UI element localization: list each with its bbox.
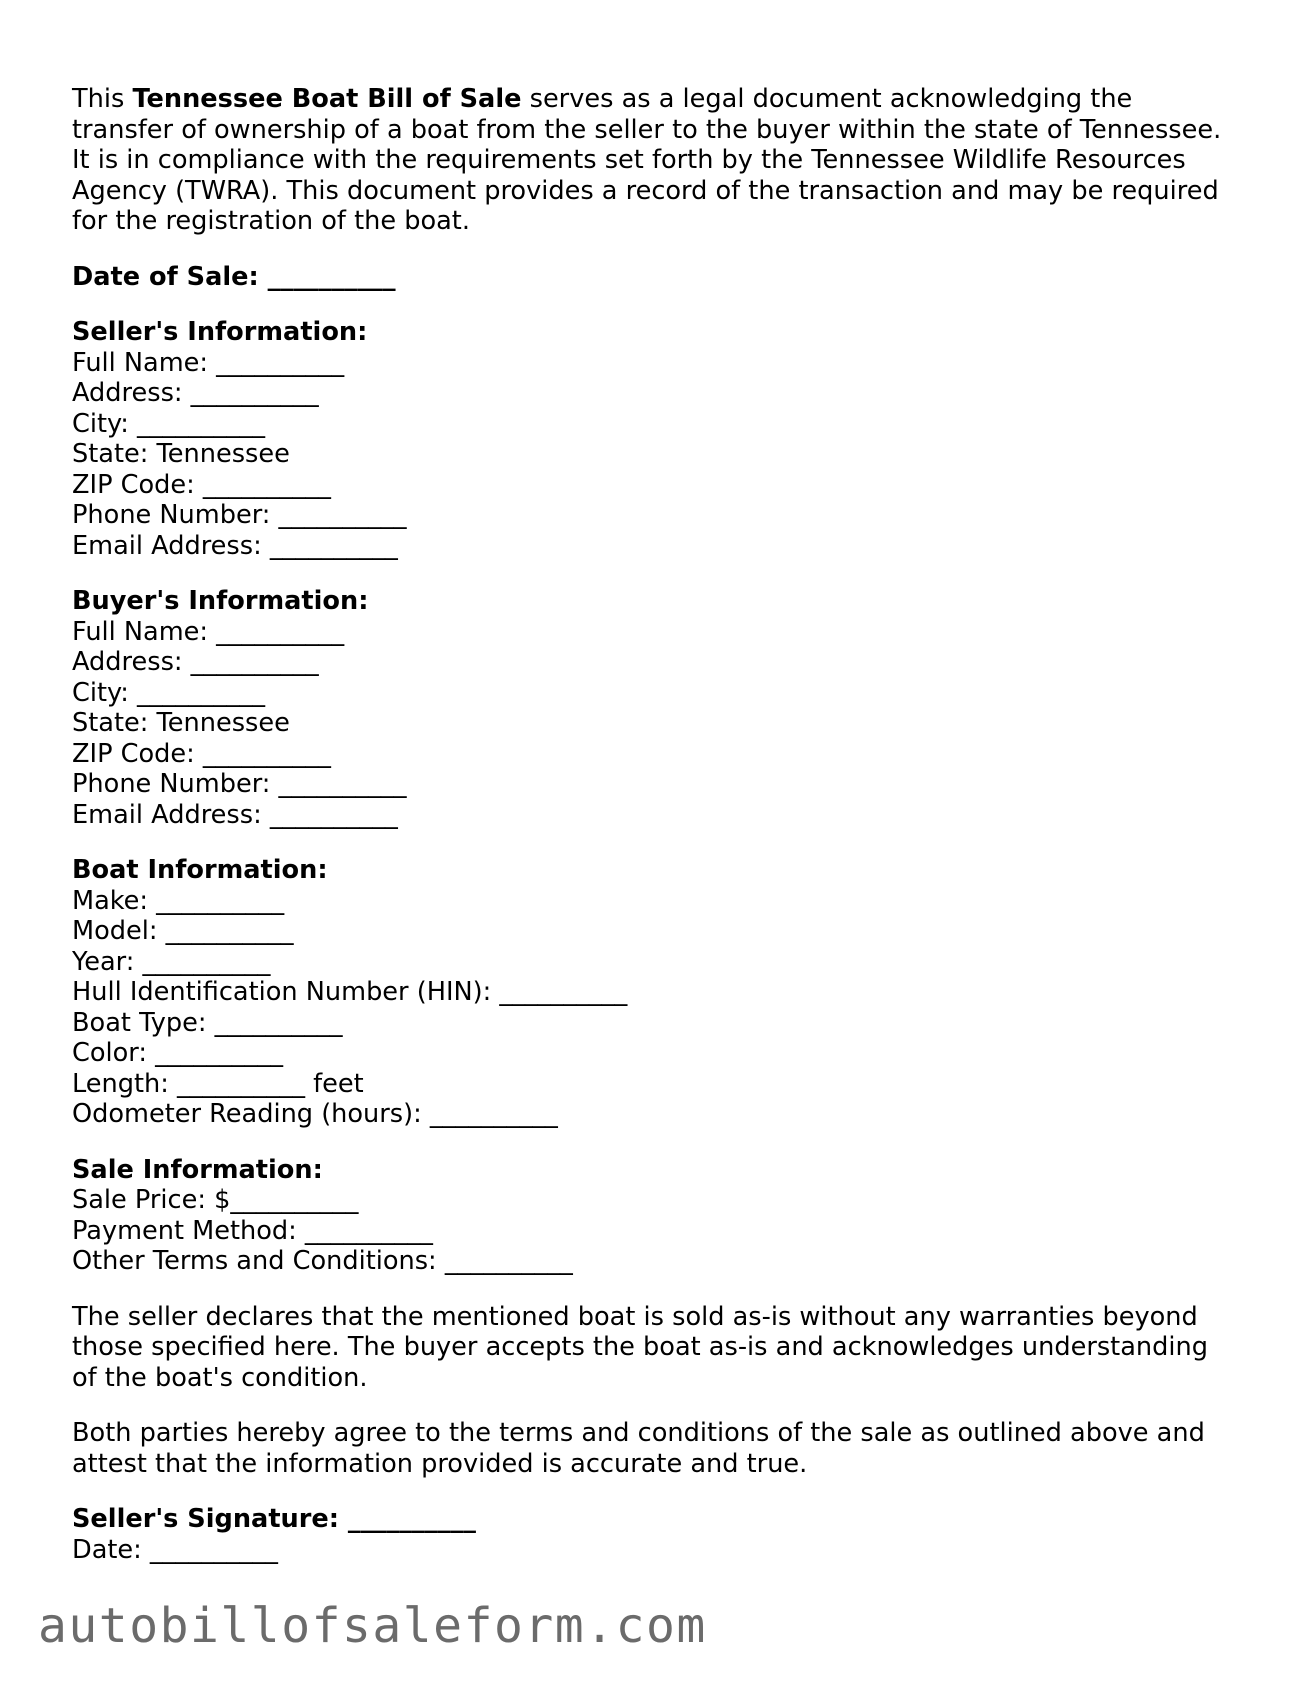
document-title: Tennessee Boat Bill of Sale <box>132 84 522 114</box>
boat-color-field[interactable]: Color: __________ <box>72 1038 284 1068</box>
intro-paragraph <box>72 84 1232 237</box>
boat-odometer-field[interactable]: Odometer Reading (hours): __________ <box>72 1099 558 1129</box>
agreement-paragraph: Both parties hereby agree to the terms and conditions of the sale as outlined above and attest that the information provided is accurate and true. <box>72 1418 1205 1479</box>
document-body <box>72 84 1232 1565</box>
seller-full-name-field[interactable]: Full Name: __________ <box>72 347 345 378</box>
boat-model-field[interactable]: Model: __________ <box>72 916 294 946</box>
seller-zip-field[interactable]: ZIP Code: __________ <box>72 469 331 500</box>
boat-hin-field[interactable]: Hull Identification Number (HIN): __________ <box>72 977 628 1007</box>
watermark-text: autobillofsaleform.com <box>38 1598 707 1654</box>
boat-type-field[interactable]: Boat Type: __________ <box>72 1007 343 1038</box>
intro-text: serves as a legal document acknowledging the transfer of ownership of a boat from the seller to the buyer within the state of Tennessee. It is in compliance with the requirements set forth by the Tennessee Wildlife Resources Agency (TWRA). This document provides a record of the transaction and may be required for the registration of the boat. <box>72 84 1222 236</box>
seller-section <box>72 317 1232 561</box>
buyer-city-field[interactable]: City: __________ <box>72 677 266 708</box>
buyer-phone-field[interactable]: Phone Number: __________ <box>72 769 407 799</box>
buyer-section <box>72 586 1232 830</box>
buyer-email-field[interactable]: Email Address: __________ <box>72 799 398 830</box>
buyer-state-value: State: Tennessee <box>72 708 290 738</box>
buyer-full-name-field[interactable]: Full Name: __________ <box>72 616 345 647</box>
boat-make-field[interactable]: Make: __________ <box>72 885 285 916</box>
buyer-address-field[interactable]: Address: __________ <box>72 647 319 677</box>
seller-email-field[interactable]: Email Address: __________ <box>72 530 398 561</box>
signature-section <box>72 1504 1232 1565</box>
boat-length-field[interactable]: Length: __________ feet <box>72 1068 364 1099</box>
seller-phone-field[interactable]: Phone Number: __________ <box>72 500 407 530</box>
other-terms-field[interactable]: Other Terms and Conditions: __________ <box>72 1246 573 1276</box>
date-of-sale-field[interactable]: Date of Sale: __________ <box>72 261 396 292</box>
seller-state-value: State: Tennessee <box>72 439 290 469</box>
boat-section <box>72 855 1232 1130</box>
seller-heading: Seller's Information: <box>72 317 368 347</box>
seller-city-field[interactable]: City: __________ <box>72 408 266 439</box>
sale-section <box>72 1155 1232 1277</box>
buyer-heading: Buyer's Information: <box>72 586 369 616</box>
boat-year-field[interactable]: Year: __________ <box>72 946 271 977</box>
sale-price-field[interactable]: Sale Price: $__________ <box>72 1185 359 1215</box>
boat-heading: Boat Information: <box>72 855 328 885</box>
seller-address-field[interactable]: Address: __________ <box>72 378 319 408</box>
payment-method-field[interactable]: Payment Method: __________ <box>72 1215 433 1246</box>
buyer-zip-field[interactable]: ZIP Code: __________ <box>72 738 331 769</box>
sale-heading: Sale Information: <box>72 1154 323 1185</box>
seller-signature-field[interactable]: Seller's Signature: __________ <box>72 1504 476 1534</box>
date-of-sale-section <box>72 262 1232 293</box>
declaration-paragraph: The seller declares that the mentioned boat is sold as-is without any warranties beyond those specified here. The buyer accepts the boat as-is and acknowledges understanding of the boat's condition. <box>72 1301 1208 1393</box>
intro-prefix: This <box>72 84 133 114</box>
signature-date-field[interactable]: Date: __________ <box>72 1534 278 1565</box>
